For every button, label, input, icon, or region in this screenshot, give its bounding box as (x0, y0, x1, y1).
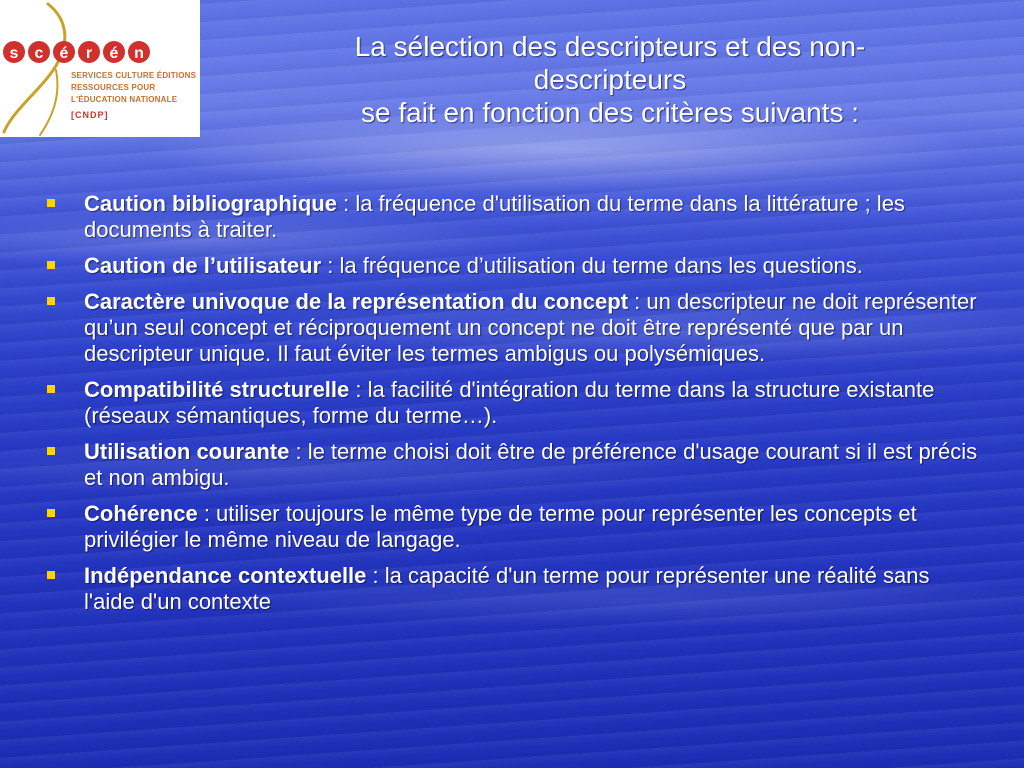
criterion-item (46, 439, 981, 491)
bullet-square-icon (47, 199, 55, 207)
svg-text:é: é (59, 45, 69, 62)
criterion-term: Caution de l’utilisateur (84, 253, 322, 278)
bullet-square-icon (47, 297, 55, 305)
criterion-term: Caractère univoque de la représentation du concept (84, 289, 629, 314)
slide-title (215, 30, 1005, 129)
title-line-2: descripteurs (533, 64, 687, 95)
criterion-text: : la fréquence d’utilisation du terme dans les questions. (321, 253, 863, 278)
criteria-list (46, 191, 981, 625)
criterion-text: : utiliser toujours le même type de terme pour représenter les concepts et privilégier le même niveau de langage. (84, 501, 917, 552)
bullet-square-icon (47, 447, 55, 455)
svg-text:r: r (85, 45, 93, 62)
criterion-text: : un descripteur ne doit représenter qu’un seul concept et réciproquement un concept ne doit être représenté que par un descripteur unique. Il faut éviter les termes ambigus ou polysémiques. (84, 289, 977, 366)
logo-line-3: L'ÉDUCATION NATIONALE (71, 95, 178, 104)
criterion-item (46, 563, 981, 615)
criterion-item (46, 289, 981, 367)
criterion-text: : la fréquence d'utilisation du terme dans la littérature ; les documents à traiter. (84, 191, 905, 242)
criterion-item (46, 377, 981, 429)
criterion-item (46, 191, 981, 243)
criterion-item (46, 501, 981, 553)
criterion-text: : le terme choisi doit être de préférence d'usage courant si il est précis et non ambigu. (84, 439, 978, 490)
criterion-term: Caution bibliographique (84, 191, 337, 216)
criterion-text: : la facilité d'intégration du terme dans la structure existante (réseaux sémantiques, forme du terme…). (84, 377, 935, 428)
title-line-1: La sélection des descripteurs et des non- (354, 31, 866, 62)
criterion-term: Utilisation courante (84, 439, 290, 464)
scerén-logo (0, 0, 200, 137)
bullet-square-icon (47, 261, 55, 269)
svg-text:é: é (109, 45, 119, 62)
criterion-term: Cohérence (84, 501, 198, 526)
criterion-text: : la capacité d'un terme pour représenter une réalité sans l'aide d'un contexte (84, 563, 930, 614)
title-line-3: se fait en fonction des critères suivants : (360, 97, 860, 128)
logo-line-2: RESSOURCES POUR (71, 83, 156, 92)
svg-text:s: s (9, 45, 19, 62)
criterion-term: Compatibilité structurelle (84, 377, 350, 402)
criterion-term: Indépendance contextuelle (84, 563, 367, 588)
logo-cndp-tag: [CNDP] (71, 110, 109, 120)
logo-line-1: SERVICES CULTURE ÉDITIONS (71, 71, 197, 80)
bullet-square-icon (47, 571, 55, 579)
bullet-square-icon (47, 385, 55, 393)
svg-text:c: c (34, 45, 44, 62)
criterion-item (46, 253, 981, 279)
svg-text:n: n (134, 45, 144, 62)
bullet-square-icon (47, 509, 55, 517)
